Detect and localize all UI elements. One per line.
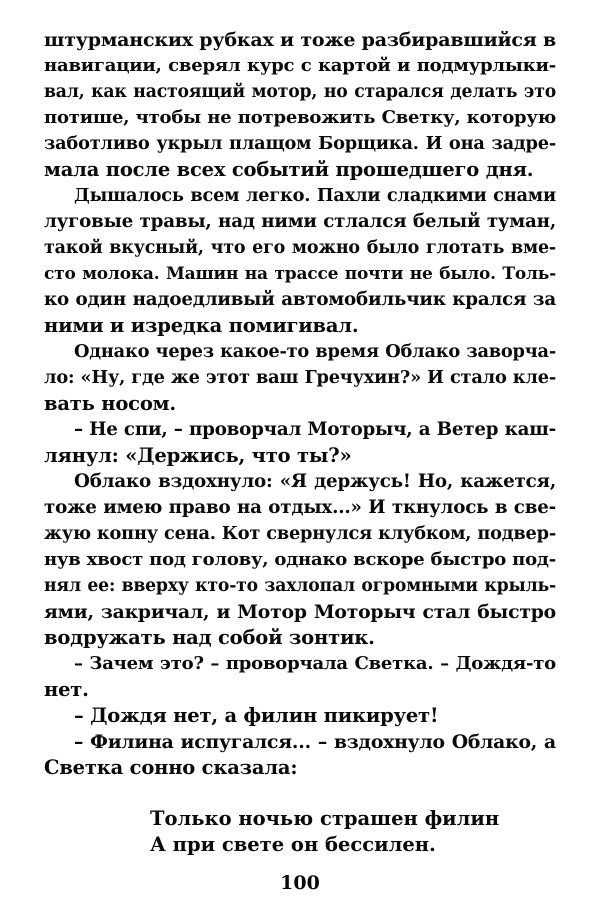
text-line: водружать над собой зонтик. — [44, 626, 375, 649]
text-line: лянул: «Держись, что ты?» — [44, 444, 352, 467]
text-line: луговые травы, над ними стлался белый туман, — [44, 211, 556, 232]
text-line: – Дождя нет, а филин пикирует! — [74, 704, 439, 727]
text-line: Дышалось всем легко. Пахли сладкими снами — [74, 185, 556, 206]
text-line: такой вкусный, что его можно было глотать вме- — [44, 238, 556, 258]
text-line: потише, чтобы не потревожить Светку, которую — [44, 107, 556, 128]
text-line: нув хвост под голову, однако вскоре быстро под- — [44, 549, 556, 570]
text-line: навигации, сверял курс с картой и подмурлыки- — [44, 55, 556, 76]
text-line: ями, закричал, и Мотор Моторыч стал быстро — [44, 601, 556, 623]
text-line: заботливо укрыл плащом Борщика. И она задре- — [44, 133, 556, 154]
text-line: вал, как настоящий мотор, но старался делать это — [44, 82, 556, 102]
text-line: штурманских рубках и тоже разбиравшийся в — [44, 29, 556, 51]
text-line: – Зачем это? – проворчала Светка. – Дождя-то — [74, 653, 556, 674]
text-line: – Не спи, – проворчал Моторыч, а Ветер каш- — [74, 419, 556, 440]
text-line: мала после всех событий прошедшего дня. — [44, 158, 534, 181]
text-line: – Филина испугался... – вздохнуло Облако, а — [74, 731, 556, 753]
poem-line: Только ночью страшен филин — [150, 807, 500, 830]
page-number: 100 — [280, 872, 320, 894]
text-line: тоже имею право на отдых...» И ткнулось в све- — [44, 497, 556, 518]
text-line: ко один надоедливый автомобильчик крался за — [44, 289, 556, 310]
text-line: Однако через какое-то время Облако заворча- — [74, 341, 556, 362]
text-line: ними и изредка помигивал. — [44, 314, 359, 337]
text-line: нял ее: вверху кто-то захлопал огромными крыль- — [44, 576, 556, 596]
text-line: Светка сонно сказала: — [44, 756, 298, 779]
text-line: сто молока. Машин на трассе почти не было. Толь- — [44, 264, 556, 284]
poem-line: А при свете он бессилен. — [150, 833, 436, 856]
text-line: ло: «Ну, где же этот ваш Гречухин?» И стало кле- — [44, 367, 556, 388]
text-line: вать носом. — [44, 392, 176, 415]
text-line: нет. — [44, 678, 89, 701]
text-line: Облако вздохнуло: «Я держусь! Но, кажется, — [74, 471, 556, 492]
text-line: жую копну сена. Кот свернулся клубком, подвер- — [44, 523, 556, 544]
